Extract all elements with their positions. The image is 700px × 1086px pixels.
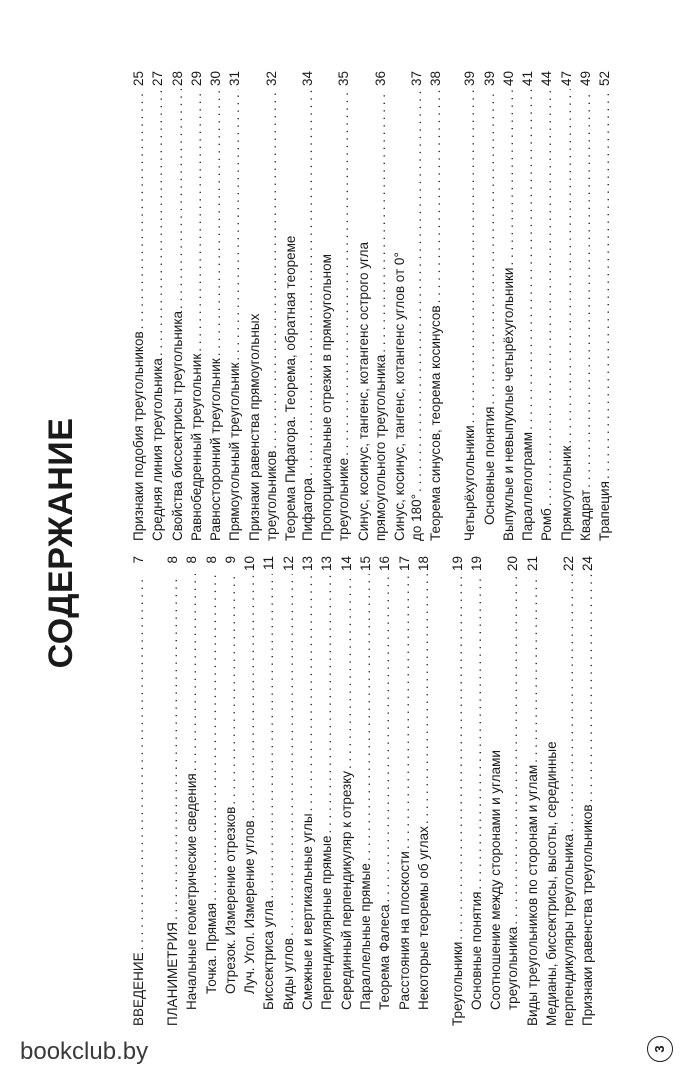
dot-leader [130, 574, 147, 950]
toc-entry[interactable] [183, 556, 200, 1026]
dot-leader [596, 89, 613, 479]
toc-entry-page: 16 [377, 556, 393, 572]
toc-entry-page: 52 [597, 71, 613, 87]
toc-entry-page: 28 [169, 71, 185, 87]
dot-leader [519, 89, 536, 430]
toc-entry-page: 24 [580, 556, 596, 572]
toc-entry[interactable] [449, 556, 466, 1026]
toc-entry[interactable] [596, 71, 613, 541]
toc-entry[interactable] [481, 71, 498, 541]
dot-leader [222, 574, 239, 805]
toc-entry[interactable] [543, 556, 577, 1026]
toc-entry-title: Ромб [539, 508, 555, 541]
dot-leader [335, 89, 352, 456]
dot-leader [164, 574, 181, 920]
toc-entry-title: Теорема Пифагора. Теорема, обратная теореме [283, 235, 299, 541]
toc-entry-page: 20 [505, 556, 521, 572]
toc-entry-page: 39 [481, 71, 497, 87]
toc-entry-page: 36 [372, 71, 388, 87]
toc-entry[interactable] [149, 71, 166, 541]
toc-entry-title: Теорема синусов, теорема косинусов [428, 305, 444, 541]
toc-left-column [130, 556, 599, 1026]
toc-entry[interactable] [579, 556, 596, 1026]
toc-entry-title: Смежные и вертикальные углы [300, 813, 316, 1010]
toc-entry-page: 13 [300, 556, 316, 572]
dot-leader [372, 89, 389, 353]
dot-leader [396, 574, 413, 849]
toc-entry-title: Квадрат [578, 489, 594, 541]
toc-entry[interactable] [282, 71, 316, 541]
toc-entry-title: Основные понятия [481, 406, 497, 525]
toc-entry-title: Соотношение между сторонами и углами [488, 750, 504, 1010]
toc-entry-page: 19 [449, 556, 465, 572]
toc-entry[interactable] [391, 71, 425, 541]
toc-entry-title: Серединный перпендикуляр к отрезку [338, 770, 354, 1010]
dot-leader [427, 89, 444, 303]
toc-entry[interactable] [318, 556, 335, 1026]
toc-entry-title: Равносторонний треугольник [208, 358, 224, 541]
toc-entry-title-continuation: до 180° [408, 493, 424, 541]
toc-entry-title: Выпуклые и невыпуклые четырёхугольники [500, 267, 516, 541]
toc-entry-title: Синус, косинус, тангенс, котангенс углов от 0° [391, 252, 407, 541]
toc-entry-title: Равнобедренный треугольник [188, 353, 204, 541]
toc-entry[interactable] [427, 71, 444, 541]
toc-entry-title-continuation: перпендикуляры треугольника [561, 834, 577, 1026]
toc-entry-title-continuation: треугольнике [336, 457, 352, 541]
toc-entry[interactable] [355, 71, 389, 541]
toc-entry[interactable] [538, 71, 555, 541]
toc-entry-page: 30 [208, 71, 224, 87]
toc-entry-page: 32 [263, 71, 279, 87]
dot-leader [468, 574, 485, 890]
toc-entry[interactable] [396, 556, 413, 1026]
toc-entry-title: Основные понятия [469, 891, 485, 1010]
toc-entry-page: 18 [415, 556, 431, 572]
toc-right-column [130, 71, 616, 541]
toc-entry-page: 39 [462, 71, 478, 87]
toc-entry[interactable] [357, 556, 374, 1026]
toc-entry-title: Свойства биссектрисы треугольника [169, 310, 185, 541]
toc-entry-page: 41 [520, 71, 536, 87]
dot-leader [130, 89, 147, 329]
toc-entry-page: 31 [227, 71, 243, 87]
toc-entry-page: 37 [408, 71, 424, 87]
dot-leader [149, 89, 166, 356]
dot-leader [538, 89, 555, 506]
dot-leader [579, 574, 596, 802]
dot-leader [299, 89, 316, 476]
toc-entry[interactable] [260, 556, 277, 1026]
dot-leader [357, 574, 374, 861]
dot-leader [318, 574, 335, 833]
toc-entry-title: Признаки подобия треугольников [131, 331, 146, 541]
toc-entry-title: Признаки равенства прямоугольных [246, 313, 262, 541]
dot-leader [241, 574, 258, 818]
toc-entry-page: 7 [131, 556, 146, 564]
toc-entry[interactable] [280, 556, 297, 1026]
toc-entry[interactable] [500, 71, 517, 541]
toc-entry[interactable] [577, 71, 594, 541]
toc-entry-page: 12 [280, 556, 296, 572]
toc-entry-title: Медианы, биссектрисы, высоты, серединные [544, 741, 560, 1026]
dot-leader [481, 89, 498, 405]
dot-leader [408, 89, 425, 492]
toc-entry-title-continuation: треугольника [505, 926, 521, 1010]
dot-leader [263, 89, 280, 449]
toc-entry-page: 15 [357, 556, 373, 572]
toc-entry-page: 40 [500, 71, 516, 87]
toc-entry-page: 34 [300, 71, 316, 87]
dot-leader [169, 89, 186, 309]
toc-entry-page: 38 [428, 71, 444, 87]
toc-entry[interactable] [164, 556, 181, 1026]
dot-leader [415, 574, 432, 824]
toc-entry[interactable] [461, 71, 478, 541]
toc-entry[interactable] [299, 556, 316, 1026]
toc-entry-title: Трапеция [597, 481, 613, 541]
dot-leader [504, 574, 521, 925]
toc-entry-page: 49 [578, 71, 594, 87]
toc-entry-title: Синус, косинус, тангенс, котангенс острого угла [355, 241, 371, 541]
toc-entry-page: 8 [184, 556, 200, 564]
toc-entry-page: 13 [319, 556, 335, 572]
dot-leader [338, 574, 355, 769]
dot-leader [188, 89, 205, 352]
toc-entry-title: Некоторые теоремы об углах [415, 826, 431, 1010]
toc-entry-title: Начальные геометрические сведения [184, 773, 200, 1010]
toc-entry-title: Луч. Угол. Измерение углов [242, 820, 258, 994]
toc-entry-page: 14 [338, 556, 354, 572]
toc-entry-title: Расстояния на плоскости [396, 851, 412, 1010]
dot-leader [461, 89, 478, 423]
toc-entry-title: Биссектриса угла [261, 900, 277, 1010]
toc-entry-page: 21 [524, 556, 540, 572]
dot-leader [183, 574, 200, 771]
toc-entry-title: Средняя линия треугольника [150, 358, 166, 541]
toc-entry-page: 44 [539, 71, 555, 87]
toc-entry-page: 47 [558, 71, 574, 87]
toc-entry-title: Отрезок. Измерение отрезков [222, 806, 238, 994]
toc-entry[interactable] [376, 556, 393, 1026]
toc-entry-page: 17 [396, 556, 412, 572]
dot-leader [577, 89, 594, 488]
toc-entry-page: 27 [150, 71, 166, 87]
toc-entry-page: 8 [203, 556, 219, 564]
toc-entry[interactable] [203, 556, 220, 1026]
toc-entry-page: 11 [261, 556, 277, 571]
dot-leader [226, 89, 243, 361]
toc-entry[interactable] [226, 71, 243, 541]
toc-entry[interactable] [415, 556, 432, 1026]
toc-entry-title: Признаки равенства треугольников [580, 804, 596, 1026]
toc-entry-title: Пропорциональные отрезки в прямоугольном [319, 254, 335, 541]
page-title: СОДЕРЖАНИЕ [42, 417, 80, 669]
dot-leader [524, 574, 541, 763]
toc-entry-title: ВВЕДЕНИЕ [131, 952, 146, 1026]
toc-entry[interactable] [207, 71, 224, 541]
dot-leader [299, 574, 316, 811]
dot-leader [280, 574, 297, 936]
toc-entry-page: 10 [242, 556, 258, 572]
toc-entry[interactable] [130, 71, 147, 541]
toc-entry-title-continuation: треугольников [263, 450, 279, 541]
dot-leader [449, 574, 466, 940]
watermark-text: bookclub.by [20, 1038, 149, 1065]
toc-entry-page: 9 [222, 556, 238, 564]
dot-leader [203, 574, 220, 901]
toc-entry-title: Теорема Фалеса [377, 904, 393, 1010]
toc-entry[interactable] [188, 71, 205, 541]
toc-entry-title: Треугольники [449, 941, 465, 1026]
toc-entry-page: 29 [188, 71, 204, 87]
toc-entry-title: Параллельные прямые [357, 863, 373, 1010]
toc-entry-title: Параллелограмм [520, 431, 536, 541]
dot-leader [500, 89, 517, 266]
toc-entry[interactable] [169, 71, 186, 541]
toc-entry-page: 25 [131, 71, 146, 87]
toc-entry[interactable] [487, 556, 521, 1026]
dot-leader [558, 89, 575, 444]
toc-entry-title: Прямоугольный треугольник [227, 362, 243, 541]
toc-entry-title: Точка. Прямая [203, 902, 219, 994]
dot-leader [560, 574, 577, 832]
dot-leader [260, 574, 277, 899]
toc-entry-title-continuation: прямоугольного треугольника [372, 354, 388, 541]
toc-entry-title: Перпендикулярные прямые [319, 835, 335, 1010]
dot-leader [376, 574, 393, 903]
toc-entry-title: Четырёхугольники [462, 425, 478, 541]
toc-entry[interactable] [468, 556, 485, 1026]
toc-entry[interactable] [338, 556, 355, 1026]
toc-entry-page: 19 [469, 556, 485, 572]
toc-entry[interactable] [519, 71, 536, 541]
toc-entry[interactable] [524, 556, 541, 1026]
toc-entry[interactable] [241, 556, 258, 1026]
toc-entry-title: Виды углов [280, 938, 296, 1010]
toc-entry[interactable] [222, 556, 239, 1026]
toc-entry[interactable] [130, 556, 147, 1026]
dot-leader [207, 89, 224, 356]
page-number-badge: 3 [647, 1036, 673, 1062]
toc-entry-page: 8 [165, 556, 180, 564]
toc-entry-page: 35 [336, 71, 352, 87]
toc-entry[interactable] [246, 71, 280, 541]
toc-entry-title: ПЛАНИМЕТРИЯ [165, 922, 180, 1026]
toc-entry-title: Прямоугольник [558, 445, 574, 541]
toc-entry[interactable] [558, 71, 575, 541]
toc-entry-page: 22 [561, 556, 577, 572]
toc-entry-title-continuation: Пифагора [300, 477, 316, 541]
toc-entry[interactable] [318, 71, 352, 541]
toc-entry-title: Виды треугольников по сторонам и углам [524, 764, 540, 1026]
